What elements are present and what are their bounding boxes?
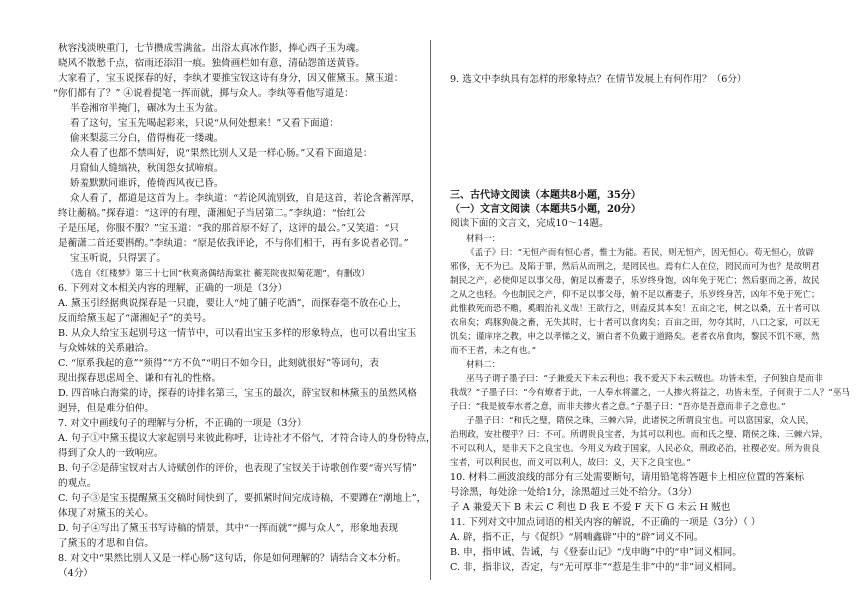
option-a: A. 句子①中黛玉提议大家起别号来彼此称呼，让诗社才不俗气，才符合诗人的身份特点， [58,433,436,444]
material-2-label: 材料二： [466,360,501,370]
option-b: B. 句子②是薛宝钗对古人诗赋创作的评价，也表现了宝钗关于诗歌创作要“寄兴写情” [58,463,417,474]
option-b-cont: 的观点。 [58,478,97,489]
poem-line: 秋容浅淡映重门，七节攒成雪满盆。出浴太真冰作影，捧心西子玉为魂。 [58,43,365,54]
option-c-cont: 体现了对黛玉的关心。 [58,508,154,519]
poem-line: 偷来梨蕊三分白，借得梅花一缕魂。 [70,133,224,144]
option-b-cont: 与众姊妹的关系融洽。 [58,343,154,354]
passage-line: 不可以利人，是非天下之良宝也。今用义为政于国家，人民必众，刑政必治，社稷必安。所为贵良 [450,444,820,454]
poem-line: 半卷湘帘半掩门，碾冰为土玉为盆。 [70,103,224,114]
passage-line: 子墨子曰：“和氏之璧，隋侯之珠，三棘六异，此诸侯之所谓良宝也。可以富国家，众人民， [466,416,815,426]
question-9: 9. 选文中李纨具有怎样的形象特点？在情节发展上有何作用？（6分） [450,74,747,85]
paragraph-line: 大家看了，宝玉说探春的好，李纨才要推宝钗这诗有身分，因又催黛玉。黛玉道： [58,73,404,84]
question-11: 11. 下列对文中加点词语的相关内容的解说，不正确的一项是（3分）（ ） [450,517,761,528]
source-note: （选自《红楼梦》第三十七回“秋爽斋偶结海棠社 蘅芜院夜拟菊花题”，有删改） [66,269,370,279]
question-6: 6. 下列对文本相关内容的理解，正确的一项是（3分） [58,283,288,294]
paragraph-line: “你们都有了？” ④说着提笔一挥而就，掷与众人。李纨等看他写道是： [53,88,354,99]
question-7: 7. 对文中画线句子的理解与分析，不正确的一项是（3分） [58,418,307,429]
passage-line: 而不王者，未之有也。” [450,346,537,356]
question-10: 10. 材料二画波浪线的部分有三处需要断句，请用铅笔将答题卡上相应位置的答案标 [450,472,805,483]
material-1-label: 材料一： [466,234,501,244]
option-c: C. 句子③是宝玉提醒黛玉交稿时间快到了，要抓紧时间完成诗稿，不要蹲在“潮地上”， [58,493,427,504]
paragraph-line: 众人看了也都不禁叫好，说“果然比别人又是一样心肠。”又看下面道是： [70,148,373,159]
option-c: C. “原系我起的意”“须得”“方不负”“明日不如今日，此刻就很好”等词句，表 [58,358,379,369]
passage-line: 治刑政，安社稷乎？曰：不可。所谓贵良宝者，为其可以利也。而和氏之璧、隋侯之珠、三棘六异， [450,430,829,440]
passage-line: 之从之也轻。今也制民之产，仰不足以事父母，俯不足以畜妻子，乐岁终身苦，凶年不免于死亡； [450,290,820,300]
poem-line: 月窟仙人缝缟袂，秋闺怨女拭啼痕。 [70,163,224,174]
option-a-cont: 得到了众人的一致响应。 [58,448,164,459]
option-c: C. 非，指非议，否定，与“无可厚非”“惹是生非”中的“非”词义相同。 [450,562,742,573]
passage-line: 巫马子谓子墨子曰：“子兼爱天下未云利也；我不爱天下未云贼也。功皆未至，子何独自是而非 [466,374,823,384]
question-10-cont: 号涂黑，每处涂一处给1分，涂黑超过三处不给分。（3分） [450,487,698,498]
option-d-cont: 了黛玉的才思和自信。 [58,538,154,549]
question-8-points: （4分） [58,568,93,579]
paragraph-line: 是蘅潇二首还要斟酌。”李纨道：“原是依我评论，不与你们相干，再有多说者必罚。” [58,238,409,249]
option-b: B. 申，指申诫、告诫，与《登泰山记》“戊申晦”中的“申”词义相同。 [450,547,742,558]
question-10-options: 子 A 兼爱天下 B 未云 C 利也 D 我 E 不爱 F 天下 G 未云 H 贼也 [450,502,731,513]
option-a: A. 辟，指不正，与《促织》“屑喃鑫辟”中的“辟”词义不同。 [450,532,704,543]
question-8: 8. 对文中“果然比别人又是一样心肠”这句话，你是如何理解的？请结合文本分析。 [58,553,407,564]
passage-line: 衣帛矣；鸡豚狗彘之畜，无失其时，七十者可以食肉矣；百亩之田，勿夺其时，八口之家，可以无 [450,318,820,328]
passage-line: 子曰：“我是彼奉水者之意，而非夫掺火者之意。”子墨子曰：“吾亦是吾意而非子之意也。” [450,402,786,412]
poem-line: 晓风不散愁千点，宿雨还添泪一痕。独倚画栏如有意，清砧怨笛送黄昏。 [58,58,365,69]
poem-line: 娇羞默默同谁诉，倦倚西风夜已昏。 [70,178,224,189]
column-divider [430,40,431,580]
passage-line: 此惟救死而恐不赡，奚暇治礼义哉！王欲行之，则盍反其本矣！五亩之宅，树之以桑，五十者可以 [450,304,820,314]
paragraph-line: 终让蘅稿。”探春道：“这评的有理，潇湘妃子当居第二。”李纨道：“怡红公 [58,208,366,219]
passage-line: 宝者，可以利民也，而义可以利人，故曰：义，天下之良宝也。” [450,458,691,468]
option-d: D. 四首咏白海棠的诗，探春的诗排名第三，宝玉的最次，薛宝钗和林黛玉的虽然风格 [58,388,417,399]
reading-instruction: 阅读下面的文言文，完成10～14题。 [450,218,609,229]
paragraph-line: 众人看了，都道是这首为上。李纨道：“若论风流别致，自是这首，若论含蓄浑厚， [70,193,421,204]
passage-line: 制民之产，必使仰足以事父母，俯足以畜妻子，乐岁终身饱，凶年免于死亡；然后驱而之善，故民 [450,276,820,286]
option-a: A. 黛玉引经据典说探春是一只鹿，要让人“炖了脯子吃酒”，而探春毫不放在心上， [58,298,408,309]
paragraph-line: 宝玉听说，只得罢了。 [70,253,166,264]
option-d: D. 句子④写出了黛玉书写诗稿的情景，其中“一挥而就”“掷与众人”，形象地表现 [58,523,399,534]
passage-line: 《孟子》曰：“无恒产而有恒心者，惟士为能。若民，则无恒产，因无恒心。苟无恒心，放辟 [466,248,815,258]
paragraph-line: 子是压尾，你服不服？”宝玉道：“我的那首原不好了，这评的最公。”又笑道：“只 [58,223,400,234]
option-a-cont: 反而给黛玉起了“潇湘妃子”的美号。 [58,313,212,324]
section-heading: 三、古代诗文阅读（本题共8小题，35分） [450,190,641,201]
option-c-cont: 现出探春思虑周全、谦和有礼的性格。 [58,373,222,384]
passage-line: 邪侈，无不为已。及陷于罪，然后从而刑之，是罔民也。焉有仁人在位，罔民而可为也？是故明君 [450,262,820,272]
passage-line: 我哉？”子墨子曰：“今有燎者于此，一人奉水将灌之，一人掺火将益之，功皆未至，子何贵于二人？”巫马 [450,388,850,398]
option-b: B. 从众人给宝玉起别号这一情节中，可以看出宝玉多样的形象特点，也可以看出宝玉 [58,328,417,339]
passage-line: 饥矣；谨庠序之教，申之以孝悌之义，颁白者不负戴于道路矣。老者衣帛食肉，黎民不饥不寒，然 [450,332,820,342]
subsection-heading: （一）文言文阅读（本题共5小题，20分） [450,204,641,215]
paragraph-line: 看了这句，宝玉先喝起彩来，只说“从何处想来！”又看下面道： [70,118,339,129]
option-d-cont: 迥异，但是难分伯仲。 [58,403,154,414]
